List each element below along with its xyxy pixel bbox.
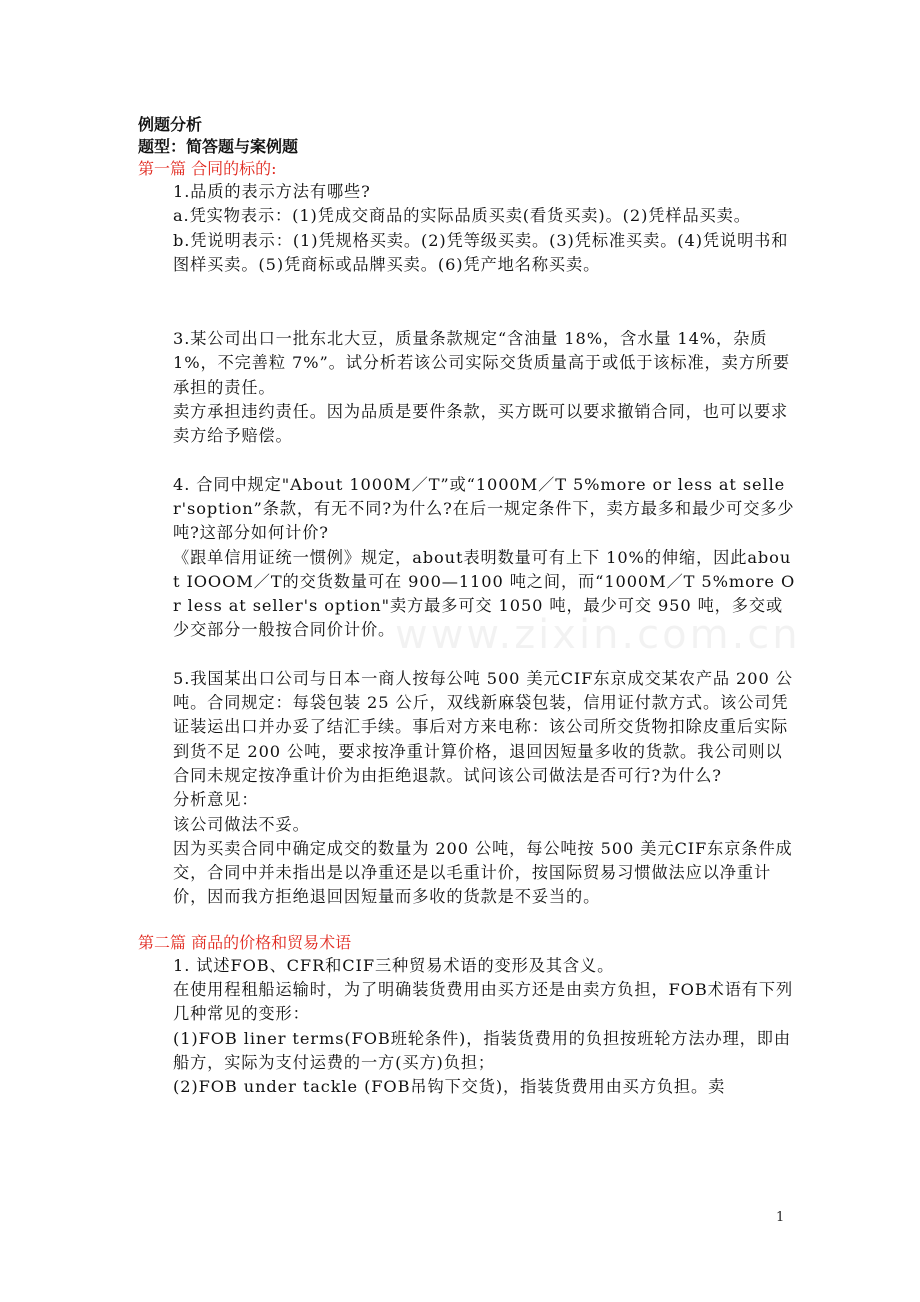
spacer [173,277,798,327]
analysis-label: 分析意见： [173,790,259,810]
document-body [138,114,798,1100]
spacer [173,449,798,473]
answer-3: 卖方承担违约责任。因为品质是要件条款，买方既可以要求撤销合同，也可以要求卖方给予赔偿。 [173,402,789,446]
spacer [173,643,798,667]
page-number: 1 [776,1210,785,1225]
answer-5-reason: 因为买卖合同中确定成交的数量为 200 公吨，每公吨按 500 美元CIF东京条件成交，合同中并未指出是以净重还是以毛重计价，按国际贸易习惯做法应以净重计价，因而我方拒绝退回因短量而多收的货款是不妥当的。 [173,838,793,907]
answer-part2-item1: (1)FOB liner terms(FOB班轮条件)，指装货费用的负担按班轮方法办理，即由船方，实际为支付运费的一方(买方)负担； [173,1028,791,1072]
watermark: www.zixin.com.cn [395,612,801,658]
question-5: 5.我国某出口公司与日本一商人按每公吨 500 美元CIF东京成交某农产品 200 公吨。合同规定：每袋包装 25 公斤，双线新麻袋包装，信用证付款方式。该公司凭证装运出口并办妥了结汇手续。事后对方来电称：该公司所交货物扣除皮重后实际到货不足 200 公吨，要求按净重计算价格，退回因短量多收的货款。我公司则以合同未规定按净重计价为由拒绝退款。试问该公司做法是否可行?为什么? [173,668,793,785]
answer-5-conclusion: 该公司做法不妥。 [173,814,310,834]
page-subtitle: 题型：简答题与案例题 [138,137,299,156]
question-4: 4. 合同中规定"About 1000M／T”或“1000M／T 5%more or less at seller'soption”条款，有无不同?为什么?在后一规定条件下，卖方最多和最少可交多少吨?这部分如何计价? [173,474,795,543]
answer-1a: a.凭实物表示：(1)凭成交商品的实际品质买卖(看货买卖)。(2)凭样品买卖。 [173,206,751,226]
answer-part2-intro: 在使用程租船运输时，为了明确装货费用由买方还是由卖方负担，FOB术语有下列几种常见的变形： [173,980,794,1024]
question-part2-1: 1. 试述FOB、CFR和CIF三种贸易术语的变形及其含义。 [173,955,615,975]
question-3: 3.某公司出口一批东北大豆，质量条款规定“含油量 18%，含水量 14%，杂质 1%，不完善粒 7%”。试分析若该公司实际交货质量高于或低于该标准，卖方所要承担的责任。 [173,329,790,397]
answer-4: 《跟单信用证统一惯例》规定，about表明数量可有上下 10%的伸缩，因此about IOOOM／T的交货数量可在 900—1100 吨之间，而“1000M／T 5%more Or less at seller's option"卖方最多可交 1050 吨，最少可交 950 吨，多交或少交部分一般按合同价计价。 [173,547,796,640]
section-part1-body [173,180,798,910]
answer-1b: b.凭说明表示：(1)凭规格买卖。(2)凭等级买卖。(3)凭标准买卖。(4)凭说明书和图样买卖。(5)凭商标或品牌买卖。(6)凭产地名称买卖。 [173,230,789,274]
question-1: 1.品质的表示方法有哪些? [173,182,371,201]
spacer [138,910,798,932]
section-heading-part2: 第二篇 商品的价格和贸易术语 [138,932,352,952]
page-title: 例题分析 [138,115,203,134]
section-heading-part1: 第一篇 合同的标的: [138,159,277,178]
section-part2-body [173,954,798,1100]
answer-part2-item2: (2)FOB under tackle (FOB吊钩下交货)，指装货费用由买方负担。卖 [173,1077,726,1097]
